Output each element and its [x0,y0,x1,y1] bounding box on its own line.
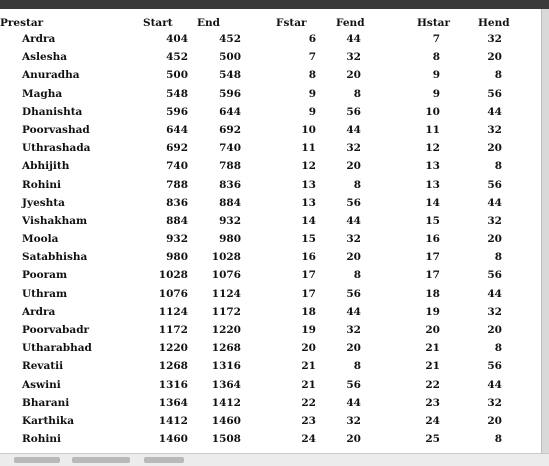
cell-end: 1220 [211,324,241,336]
cell-hstar: 12 [425,142,440,155]
cell-end: 644 [219,105,241,118]
table-row [0,303,541,321]
table-row [0,103,541,121]
cell-hend: 20 [487,414,502,427]
cell-fstar: 17 [301,287,316,300]
cell-end: 500 [219,51,241,64]
cell-hstar: 17 [425,269,440,282]
table-row [0,321,541,339]
cell-name: Pooram [22,269,68,282]
cell-fend: 20 [346,69,361,82]
cell-name: Ardra [22,305,56,318]
cell-fend: 32 [346,142,361,155]
cell-fstar: 12 [301,160,316,173]
cell-fend: 20 [346,342,361,355]
header-start: Start [143,17,173,29]
cell-start: 1028 [158,269,188,282]
cell-end: 692 [219,123,241,136]
cell-hend: 44 [487,105,502,118]
cell-fstar: 17 [301,269,316,282]
cell-end: 452 [219,33,241,45]
cell-name: Abhijith [22,160,70,173]
cell-hstar: 21 [425,360,440,373]
cell-start: 596 [166,105,188,118]
cell-hend: 32 [487,305,502,318]
cell-fstar: 13 [301,178,316,191]
cell-hstar: 18 [425,287,440,300]
cell-fstar: 6 [308,33,316,45]
table-row [0,285,541,303]
cell-name: Rohini [22,178,61,191]
cell-name: Uthrashada [22,142,91,155]
cell-fend: 44 [346,214,361,227]
cell-end: 1364 [211,378,241,391]
cell-start: 1316 [158,378,188,391]
cell-hend: 20 [487,233,502,246]
cell-fstar: 9 [308,105,316,118]
cell-name: Uthram [22,287,68,300]
cell-start: 548 [166,87,188,100]
cell-end: 1076 [211,269,241,282]
table-row [0,121,541,139]
cell-fend: 56 [346,105,361,118]
cell-hstar: 21 [425,342,440,355]
table-body [0,30,541,448]
cell-name: Revatii [22,360,64,373]
cell-hstar: 15 [425,214,440,227]
cell-hstar: 8 [432,51,440,64]
cell-name: Utharabhad [22,342,92,355]
cell-fend: 56 [346,378,361,391]
cell-name: Rohini [22,433,61,446]
cell-end: 740 [219,142,241,155]
cell-hstar: 23 [425,396,440,409]
cell-fstar: 15 [301,233,316,246]
table-row [0,212,541,230]
cell-hstar: 19 [425,305,440,318]
table-row [0,376,541,394]
table-row [0,139,541,157]
table-row [0,357,541,375]
cell-name: Ardra [22,33,56,45]
cell-start: 500 [166,69,188,82]
cell-hstar: 9 [432,69,440,82]
cell-end: 596 [219,87,241,100]
cell-name: Aswini [22,378,61,391]
cell-start: 836 [166,196,188,209]
cell-fend: 44 [346,33,361,45]
cell-fstar: 24 [301,433,316,446]
cell-hstar: 24 [425,414,440,427]
table-row [0,194,541,212]
cell-end: 1508 [211,433,241,446]
cell-name: Poorvashad [22,123,90,136]
table-row [0,412,541,430]
cell-start: 1268 [158,360,188,373]
cell-hend: 56 [487,87,502,100]
cell-hstar: 16 [425,233,440,246]
cell-fend: 8 [353,269,361,282]
cell-hend: 32 [487,123,502,136]
cell-fstar: 9 [308,87,316,100]
cell-hstar: 13 [425,178,440,191]
cell-hstar: 7 [432,33,440,45]
status-bar [0,453,549,466]
cell-fstar: 11 [301,142,316,155]
status-segment [72,457,130,463]
cell-hstar: 20 [425,324,440,336]
cell-fend: 32 [346,233,361,246]
table-row [0,48,541,66]
cell-hstar: 10 [425,105,440,118]
cell-start: 404 [166,33,188,45]
cell-fend: 44 [346,305,361,318]
header-hstar: Hstar [417,17,451,29]
cell-hend: 20 [487,51,502,64]
cell-name: Karthika [22,414,75,427]
cell-end: 980 [219,233,241,246]
cell-fend: 8 [353,360,361,373]
table-row [0,430,541,448]
document-page [0,9,541,453]
cell-start: 1172 [158,324,188,336]
cell-fstar: 16 [301,251,316,264]
cell-fstar: 23 [301,414,316,427]
cell-fend: 44 [346,396,361,409]
cell-fstar: 18 [301,305,316,318]
table-row [0,66,541,84]
cell-hend: 44 [487,378,502,391]
cell-end: 884 [219,196,241,209]
table-row [0,30,541,48]
cell-hend: 44 [487,287,502,300]
cell-fend: 32 [346,51,361,64]
table-header-row [0,16,541,30]
cell-hend: 8 [494,69,502,82]
table-row [0,230,541,248]
cell-hstar: 25 [425,433,440,446]
cell-fstar: 13 [301,196,316,209]
cell-start: 1124 [158,305,188,318]
cell-hend: 56 [487,360,502,373]
cell-fstar: 22 [301,396,316,409]
cell-fend: 32 [346,324,361,336]
table-row [0,339,541,357]
cell-hend: 8 [494,251,502,264]
header-prestar: Prestar [0,17,44,29]
cell-start: 740 [166,160,188,173]
table-row [0,266,541,284]
cell-start: 644 [166,123,188,136]
cell-fend: 20 [346,433,361,446]
cell-hstar: 22 [425,378,440,391]
header-hend: Hend [478,17,510,29]
cell-end: 548 [219,69,241,82]
cell-name: Satabhisha [22,251,88,264]
cell-start: 1412 [158,414,188,427]
cell-fstar: 8 [308,69,316,82]
table-row [0,85,541,103]
cell-fstar: 10 [301,123,316,136]
cell-end: 1412 [211,396,241,409]
table-row [0,394,541,412]
cell-start: 452 [166,51,188,64]
cell-fend: 56 [346,196,361,209]
cell-fend: 8 [353,87,361,100]
cell-fend: 20 [346,251,361,264]
cell-hend: 44 [487,196,502,209]
cell-name: Dhanishta [22,105,83,118]
cell-start: 692 [166,142,188,155]
cell-hend: 56 [487,269,502,282]
cell-name: Aslesha [22,51,68,64]
status-segment [14,457,60,463]
page-edge [541,9,549,453]
cell-hend: 32 [487,396,502,409]
header-fend: Fend [336,17,365,29]
cell-hend: 8 [494,342,502,355]
cell-hend: 56 [487,178,502,191]
cell-hstar: 9 [432,87,440,100]
cell-fstar: 14 [301,214,316,227]
cell-name: Jyeshta [22,196,65,209]
cell-fend: 56 [346,287,361,300]
cell-fend: 20 [346,160,361,173]
cell-end: 1172 [211,305,241,318]
cell-end: 1316 [211,360,241,373]
cell-start: 884 [166,214,188,227]
cell-start: 932 [166,233,188,246]
cell-start: 788 [166,178,188,191]
nakshatra-table [0,16,541,448]
status-segment [144,457,184,463]
cell-name: Poorvabadr [22,324,90,336]
cell-name: Moola [22,233,59,246]
cell-name: Bharani [22,396,70,409]
cell-end: 836 [219,178,241,191]
table-row [0,248,541,266]
header-fstar: Fstar [276,17,307,29]
cell-end: 788 [219,160,241,173]
cell-end: 1460 [211,414,241,427]
cell-name: Vishakham [22,214,88,227]
cell-hend: 20 [487,142,502,155]
cell-hend: 8 [494,160,502,173]
cell-hend: 20 [487,324,502,336]
cell-fend: 32 [346,414,361,427]
cell-fstar: 20 [301,342,316,355]
cell-start: 1220 [158,342,188,355]
cell-fend: 8 [353,178,361,191]
cell-start: 980 [166,251,188,264]
cell-hstar: 14 [425,196,440,209]
cell-start: 1364 [158,396,188,409]
window-top-bar [0,0,549,9]
cell-hstar: 17 [425,251,440,264]
cell-hend: 32 [487,214,502,227]
cell-end: 1268 [211,342,241,355]
cell-fstar: 7 [308,51,316,64]
cell-end: 1028 [211,251,241,264]
cell-fstar: 19 [301,324,316,336]
table-row [0,176,541,194]
table-row [0,157,541,175]
cell-hstar: 13 [425,160,440,173]
cell-start: 1460 [158,433,188,446]
cell-name: Anuradha [22,69,80,82]
cell-start: 1076 [158,287,188,300]
header-end: End [197,17,220,29]
cell-hstar: 11 [425,123,440,136]
cell-fstar: 21 [301,360,316,373]
cell-name: Magha [22,87,63,100]
cell-fend: 44 [346,123,361,136]
cell-hend: 32 [487,33,502,45]
cell-end: 932 [219,214,241,227]
cell-fstar: 21 [301,378,316,391]
cell-end: 1124 [211,287,241,300]
cell-hend: 8 [494,433,502,446]
